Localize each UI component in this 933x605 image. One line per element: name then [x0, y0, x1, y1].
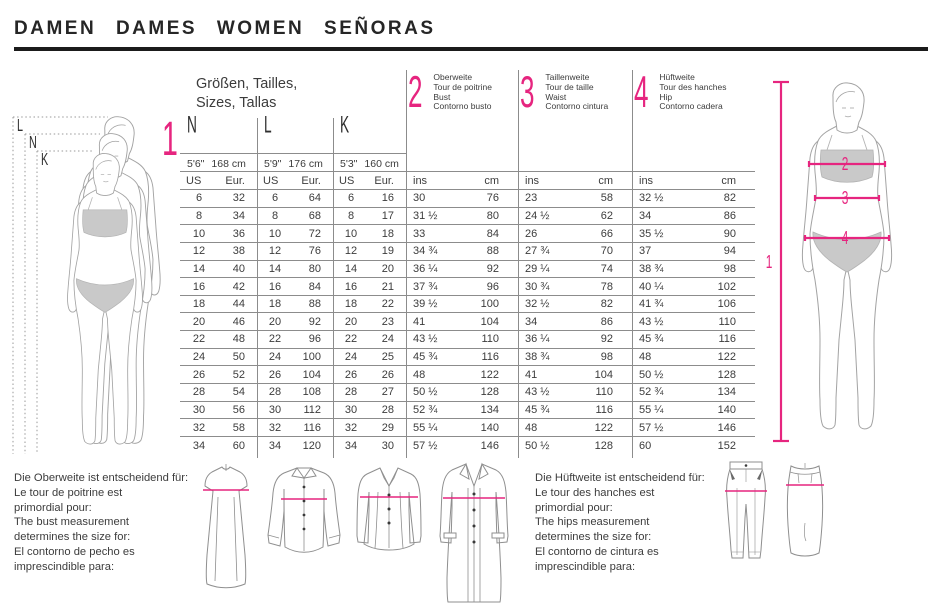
- size-table-cell: 112: [303, 404, 321, 416]
- size-table-cell: 28: [192, 386, 206, 399]
- size-table-cell: 57 ½: [639, 421, 664, 434]
- size-table-cell: 140: [717, 404, 736, 416]
- size-table-row: [180, 243, 755, 261]
- size-table-row: [180, 296, 755, 314]
- size-table-cell: 122: [717, 351, 736, 364]
- size-table-cell: 100: [480, 298, 499, 311]
- size-table-cell: 62: [600, 209, 613, 222]
- size-table-cell: 26: [344, 368, 358, 381]
- size-system-K: K: [340, 112, 350, 139]
- size-table-cell: 30: [381, 439, 394, 452]
- size-table-cell: 12: [344, 245, 358, 258]
- bust-marker: 2: [841, 154, 849, 175]
- size-table-cell: 33: [413, 227, 426, 240]
- table-grid-line: [406, 70, 407, 458]
- size-table-cell: 35 ½: [639, 227, 664, 240]
- size-table-cell: 32: [192, 421, 206, 434]
- table-grid-line: [180, 171, 755, 172]
- size-table-cell: 48: [525, 421, 538, 434]
- size-table-cell: 43 ½: [639, 315, 664, 328]
- size-table-cell: 55 ¼: [639, 404, 664, 416]
- skirt-icon: [779, 461, 831, 559]
- size-table-cell: 116: [595, 404, 613, 416]
- size-table-cell: 58: [600, 192, 613, 205]
- size-table-cell: 50 ½: [639, 368, 664, 381]
- size-table-cell: 45 ¾: [525, 404, 550, 416]
- size-table-cell: 70: [600, 245, 613, 258]
- size-table-cell: 39 ½: [413, 298, 438, 311]
- size-table-cell: 18: [192, 298, 206, 311]
- size-table-cell: 14: [192, 262, 206, 275]
- size-table-cell: 94: [723, 245, 736, 258]
- figure-label-K: K: [41, 150, 49, 170]
- size-table-cell: 30: [192, 404, 206, 416]
- table-grid-line: [518, 70, 519, 458]
- size-table-cell: 72: [308, 227, 321, 240]
- size-table-cell: 18: [344, 298, 358, 311]
- size-table-cell: 134: [480, 404, 499, 416]
- size-table-cell: 16: [381, 192, 394, 205]
- table-grid-line: [257, 118, 258, 458]
- size-table-cell: 24: [268, 351, 282, 364]
- size-table-cell: 100: [302, 351, 321, 364]
- table-grid-line: [333, 118, 334, 458]
- size-table-row: [180, 331, 755, 349]
- table-grid-line: [632, 70, 633, 458]
- size-table-cell: 60: [639, 439, 652, 452]
- size-table-cell: 36 ¼: [525, 333, 550, 346]
- size-table-cell: 10: [268, 227, 282, 240]
- height-N: 5'6" 168 cm: [187, 157, 246, 170]
- height-values-row: [180, 156, 406, 171]
- size-table-cell: 26: [525, 227, 538, 240]
- size-table-cell: 42: [232, 280, 245, 293]
- size-table-cell: 38: [232, 245, 245, 258]
- size-table-cell: 30: [268, 404, 282, 416]
- size-table-cell: 50 ½: [525, 439, 550, 452]
- size-table-cell: 41: [525, 368, 538, 381]
- size-table-cell: 37: [639, 245, 652, 258]
- size-table-cell: 20: [344, 315, 358, 328]
- size-table-cell: 48: [232, 333, 245, 346]
- size-table-cell: 46: [232, 315, 245, 328]
- title-rule: [14, 47, 928, 51]
- size-table-cell: 25: [381, 351, 394, 364]
- size-table-cell: 32: [268, 421, 282, 434]
- size-table-cell: 146: [717, 421, 736, 434]
- size-table-cell: 78: [600, 280, 613, 293]
- size-system-L: L: [264, 112, 272, 139]
- size-table-cell: 10: [344, 227, 358, 240]
- size-table-cell: 22: [192, 333, 206, 346]
- size-table-cell: 86: [723, 209, 736, 222]
- size-table-cell: 96: [308, 333, 321, 346]
- size-table-cell: 20: [381, 262, 394, 275]
- size-table-row: [180, 437, 755, 455]
- size-table-cell: 116: [303, 421, 321, 434]
- size-table-cell: 37 ¾: [413, 280, 438, 293]
- size-table-cell: 28: [344, 386, 358, 399]
- size-table-cell: 32 ½: [639, 192, 664, 205]
- size-table-cell: 146: [480, 439, 499, 452]
- size-table-cell: 110: [718, 315, 736, 328]
- size-table-cell: 68: [308, 209, 321, 222]
- size-table-cell: 6: [271, 192, 279, 205]
- size-table-cell: 128: [594, 439, 613, 452]
- size-table-cell: 52: [232, 368, 245, 381]
- size-table-cell: 76: [486, 192, 499, 205]
- blouse-icon: [264, 463, 344, 563]
- size-table-row: [180, 225, 755, 243]
- hip-marker: 4: [841, 228, 849, 249]
- size-system-N: N: [187, 112, 197, 139]
- size-table-cell: 52 ¾: [413, 404, 438, 416]
- height-marker-number: 1: [162, 110, 178, 166]
- size-table-cell: 116: [718, 333, 736, 346]
- size-table-cell: 32: [232, 192, 245, 205]
- size-table-cell: 31 ½: [413, 209, 438, 222]
- size-table-cell: 58: [232, 421, 245, 434]
- size-table-cell: 55 ¼: [413, 421, 438, 434]
- size-table-cell: 41: [413, 315, 426, 328]
- size-table-cell: 24: [192, 351, 206, 364]
- height-L: 5'9" 176 cm: [264, 157, 323, 170]
- size-table-cell: 57 ½: [413, 439, 438, 452]
- table-grid-line: [180, 153, 406, 154]
- size-table-body: [180, 190, 755, 455]
- size-table-cell: 120: [302, 439, 321, 452]
- size-system-row: [180, 112, 406, 140]
- page-title: DAMEN DAMES WOMEN SEÑORAS: [14, 18, 436, 39]
- bust-header: 2 Oberweite Tour de poitrine Bust Contorno busto: [408, 66, 492, 117]
- size-table-cell: 20: [192, 315, 206, 328]
- hip-header: 4 Hüftweite Tour des hanches Hip Contorno cadera: [634, 66, 727, 117]
- size-table-cell: 41 ¾: [639, 298, 664, 311]
- size-table-cell: 30: [413, 192, 426, 205]
- size-table-cell: 27: [381, 386, 394, 399]
- size-table-cell: 54: [232, 386, 245, 399]
- size-table-row: [180, 419, 755, 437]
- figure-label-N: N: [29, 133, 37, 153]
- figure-label-L: L: [17, 116, 24, 136]
- bust-note: Die Oberweite ist entscheidend für: Le tour de poitrine est primordial pour: The bust measurement determines the size for: El contorno de pecho es imprescindible para:: [14, 472, 189, 573]
- size-table-cell: 22: [268, 333, 282, 346]
- size-table-cell: 98: [723, 262, 736, 275]
- size-table-cell: 23: [381, 315, 394, 328]
- waist-header: 3 Taillenweite Tour de taille Waist Contorno cintura: [520, 66, 609, 117]
- size-table-cell: 86: [600, 315, 613, 328]
- size-table-cell: 82: [723, 192, 736, 205]
- size-table-cell: 10: [192, 227, 206, 240]
- size-table-cell: 92: [600, 333, 613, 346]
- size-table-cell: 22: [344, 333, 358, 346]
- size-table-cell: 48: [413, 368, 426, 381]
- size-table-cell: 26: [381, 368, 394, 381]
- size-table-cell: 14: [268, 262, 282, 275]
- size-table-cell: 64: [308, 192, 321, 205]
- size-table-cell: 122: [594, 421, 613, 434]
- measurement-figure: [757, 64, 933, 464]
- size-table-cell: 140: [480, 421, 499, 434]
- size-table-row: [180, 349, 755, 367]
- size-table-cell: 88: [486, 245, 499, 258]
- size-table-cell: 20: [268, 315, 282, 328]
- size-table-cell: 84: [308, 280, 321, 293]
- size-table-cell: 18: [381, 227, 394, 240]
- size-table-cell: 128: [717, 368, 736, 381]
- waist-marker-number: 3: [520, 66, 535, 117]
- size-table-cell: 16: [192, 280, 206, 293]
- size-table-cell: 24 ½: [525, 209, 550, 222]
- size-table-cell: 122: [480, 368, 499, 381]
- size-table-cell: 12: [192, 245, 206, 258]
- size-table-cell: 27 ¾: [525, 245, 550, 258]
- size-table-cell: 34: [232, 209, 245, 222]
- size-table-cell: 38 ¾: [639, 262, 664, 275]
- size-table-cell: 45 ¾: [639, 333, 664, 346]
- height-comparison-figure: [8, 94, 172, 466]
- size-table-cell: 50: [232, 351, 245, 364]
- size-table-cell: 26: [268, 368, 282, 381]
- size-table-row: [180, 261, 755, 279]
- height-K: 5'3" 160 cm: [340, 157, 399, 170]
- size-table-cell: 108: [302, 386, 321, 399]
- size-table-cell: 48: [639, 351, 652, 364]
- size-table-cell: 36: [232, 227, 245, 240]
- size-table-cell: 104: [594, 368, 613, 381]
- size-table-row: [180, 208, 755, 226]
- size-table-cell: 8: [271, 209, 279, 222]
- column-headers-row: US Eur. US Eur. US Eur. ins cm ins cm ins cm: [186, 175, 736, 187]
- size-table-cell: 24: [344, 351, 358, 364]
- size-table-cell: 8: [347, 209, 355, 222]
- size-table-cell: 17: [381, 209, 394, 222]
- size-table-row: [180, 402, 755, 420]
- pants-icon: [714, 458, 778, 562]
- size-table-cell: 44: [232, 298, 245, 311]
- size-table-cell: 74: [600, 262, 613, 275]
- size-table-cell: 128: [480, 386, 499, 399]
- size-table-cell: 34: [268, 439, 282, 452]
- size-table-cell: 24: [381, 333, 394, 346]
- size-table-cell: 106: [717, 298, 736, 311]
- size-table-cell: 88: [308, 298, 321, 311]
- size-table-cell: 19: [381, 245, 394, 258]
- size-table-cell: 22: [381, 298, 394, 311]
- size-table-cell: 34: [344, 439, 358, 452]
- size-table-cell: 80: [486, 209, 499, 222]
- size-table-row: [180, 313, 755, 331]
- size-table-row: [180, 190, 755, 208]
- table-grid-line: [180, 189, 755, 190]
- jacket-icon: [348, 462, 430, 560]
- size-table-cell: 23: [525, 192, 538, 205]
- size-table-cell: 40 ¼: [639, 280, 664, 293]
- size-table-row: [180, 384, 755, 402]
- size-table-cell: 96: [486, 280, 499, 293]
- size-table-cell: 26: [192, 368, 206, 381]
- size-table-cell: 110: [481, 333, 499, 346]
- size-table-cell: 32: [344, 421, 358, 434]
- size-table-cell: 76: [308, 245, 321, 258]
- size-table-cell: 90: [723, 227, 736, 240]
- size-table-cell: 43 ½: [525, 386, 550, 399]
- size-table-cell: 82: [600, 298, 613, 311]
- size-table-cell: 34: [192, 439, 206, 452]
- size-table-cell: 12: [268, 245, 282, 258]
- size-table-cell: 34 ¾: [413, 245, 438, 258]
- size-table-cell: 80: [308, 262, 321, 275]
- size-table-cell: 110: [595, 386, 613, 399]
- size-table-cell: 30 ¾: [525, 280, 550, 293]
- size-table-cell: 29 ¼: [525, 262, 550, 275]
- size-table-cell: 116: [481, 351, 499, 364]
- size-table-cell: 45 ¾: [413, 351, 438, 364]
- size-table-cell: 98: [600, 351, 613, 364]
- size-table-cell: 34: [639, 209, 652, 222]
- size-table-cell: 28: [268, 386, 282, 399]
- hip-marker-number: 4: [634, 66, 649, 117]
- size-table-cell: 14: [344, 262, 358, 275]
- size-table-cell: 16: [344, 280, 358, 293]
- size-table-cell: 38 ¾: [525, 351, 550, 364]
- size-table-cell: 92: [486, 262, 499, 275]
- size-table-row: [180, 278, 755, 296]
- size-table-cell: 29: [381, 421, 394, 434]
- size-table-cell: 40: [232, 262, 245, 275]
- size-table-cell: 52 ¾: [639, 386, 664, 399]
- size-table-cell: 6: [195, 192, 203, 205]
- coat-icon: [430, 458, 518, 605]
- size-table-cell: 28: [381, 404, 394, 416]
- dress-icon: [196, 463, 256, 593]
- height-marker: 1: [765, 252, 773, 273]
- size-table-cell: 50 ½: [413, 386, 438, 399]
- size-table-cell: 21: [381, 280, 394, 293]
- size-table-cell: 30: [344, 404, 358, 416]
- hip-note: Die Hüftweite ist entscheidend für: Le tour des hanches est primordial pour: The hips measurement determines the size for: El contorno de cintura es imprescindible para:: [535, 472, 705, 573]
- size-table-cell: 104: [480, 315, 499, 328]
- size-table-cell: 66: [600, 227, 613, 240]
- bust-marker-number: 2: [408, 66, 423, 117]
- size-table-cell: 84: [486, 227, 499, 240]
- table-caption: Größen, Tailles, Sizes, Tallas: [196, 76, 298, 111]
- size-table-cell: 16: [268, 280, 282, 293]
- size-table-cell: 34: [525, 315, 538, 328]
- size-table-cell: 18: [268, 298, 282, 311]
- size-table-cell: 134: [717, 386, 736, 399]
- size-table-cell: 102: [717, 280, 736, 293]
- size-table-cell: 6: [347, 192, 355, 205]
- size-table-cell: 43 ½: [413, 333, 438, 346]
- size-table-cell: 8: [195, 209, 203, 222]
- size-table-cell: 32 ½: [525, 298, 550, 311]
- size-table-cell: 152: [717, 439, 736, 452]
- size-table-row: [180, 366, 755, 384]
- size-table-cell: 56: [232, 404, 245, 416]
- waist-marker: 3: [841, 188, 849, 209]
- size-table-cell: 104: [302, 368, 321, 381]
- size-table-cell: 36 ¼: [413, 262, 438, 275]
- size-table-cell: 92: [308, 315, 321, 328]
- size-table-cell: 60: [232, 439, 245, 452]
